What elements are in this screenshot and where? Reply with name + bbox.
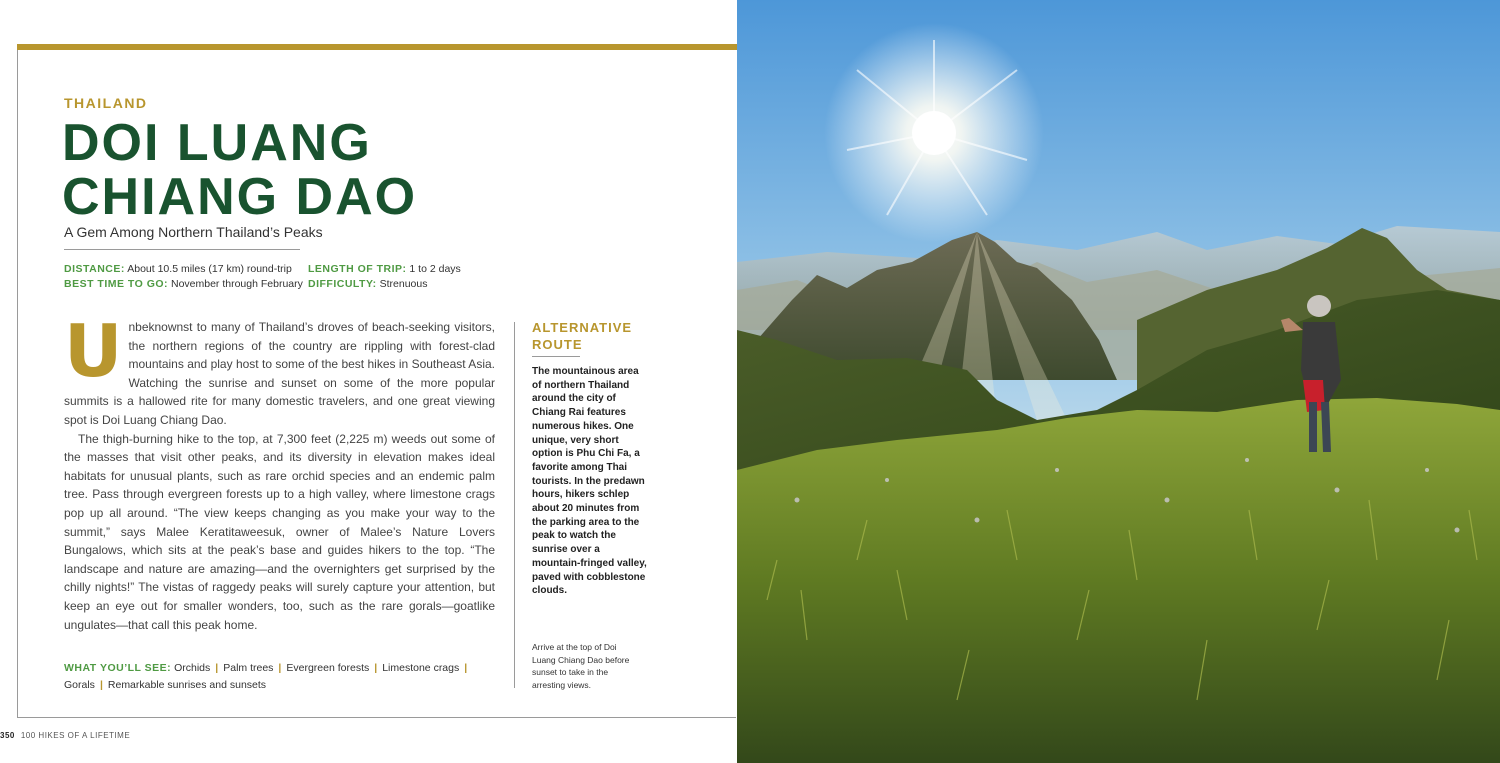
difficulty-label: DIFFICULTY: bbox=[308, 278, 377, 290]
drop-cap: U bbox=[64, 309, 123, 393]
subtitle: A Gem Among Northern Thailand’s Peaks bbox=[64, 224, 323, 240]
see-item: Limestone crags bbox=[382, 662, 460, 674]
subtitle-rule bbox=[64, 249, 300, 250]
top-gold-rule bbox=[17, 44, 737, 50]
best-time-fact bbox=[64, 277, 308, 292]
sidebar-text: The mountainous area of northern Thailand around the city of Chiang Rai features numerous hikes. One unique, very short option is Phu Chi Fa, a favorite among Thai tourists. In the predawn hours, hikers schlep about 20 minutes from the parking area to the peak to watch the sunrise over a mountain-fringed valley, paved with cobblestone clouds. bbox=[532, 366, 647, 597]
difficulty-fact bbox=[308, 277, 427, 292]
mountain-photo bbox=[737, 0, 1500, 763]
distance-label: DISTANCE: bbox=[64, 263, 125, 275]
length-label: LENGTH OF TRIP: bbox=[308, 263, 407, 275]
length-value: 1 to 2 days bbox=[409, 263, 461, 275]
see-item: Evergreen forests bbox=[286, 662, 370, 674]
what-youll-see-label: WHAT YOU’LL SEE: bbox=[64, 662, 172, 674]
best-time-value: November through February bbox=[170, 278, 303, 290]
article-body bbox=[64, 309, 495, 634]
facts-row-1 bbox=[64, 262, 461, 277]
sidebar-heading-rule bbox=[532, 356, 580, 357]
separator: | bbox=[215, 662, 219, 674]
sidebar-heading: ALTERNATIVE ROUTE bbox=[532, 320, 633, 352]
see-item: Gorals bbox=[64, 678, 95, 691]
page-number: 350 bbox=[0, 731, 15, 740]
page-title bbox=[62, 116, 417, 224]
mountain-photo-illustration bbox=[737, 0, 1500, 763]
region-label: THAILAND bbox=[64, 95, 148, 111]
title-line-1: DOI LUANG bbox=[62, 114, 372, 172]
separator: | bbox=[99, 678, 103, 691]
photo-caption: Arrive at the top of Doi Luang Chiang Dao before sunset to take in the arresting views. bbox=[532, 642, 630, 690]
separator: | bbox=[374, 662, 378, 674]
column-divider bbox=[514, 322, 515, 688]
see-item: Orchids bbox=[174, 662, 211, 674]
distance-value: About 10.5 miles (17 km) round-trip bbox=[127, 263, 292, 275]
text-page bbox=[0, 0, 737, 763]
separator: | bbox=[464, 662, 468, 674]
what-youll-see bbox=[64, 660, 484, 693]
separator: | bbox=[278, 662, 282, 674]
see-item: Remarkable sunrises and sunsets bbox=[107, 678, 267, 691]
paragraph-1 bbox=[64, 309, 495, 430]
title-line-2: CHIANG DAO bbox=[62, 168, 418, 226]
trip-facts bbox=[64, 262, 461, 292]
difficulty-value: Strenuous bbox=[379, 278, 428, 290]
length-fact bbox=[308, 262, 461, 277]
folio bbox=[0, 731, 130, 740]
distance-fact bbox=[64, 262, 308, 277]
facts-row-2 bbox=[64, 277, 461, 292]
book-title: 100 HIKES OF A LIFETIME bbox=[20, 731, 131, 740]
best-time-label: BEST TIME TO GO: bbox=[64, 278, 169, 290]
paragraph-2: The thigh-burning hike to the top, at 7,300 feet (2,225 m) weeds out some of the masses that visit other peaks, and its diversity in elevation makes ideal habitats for unusual plants, such as rare orchid species and an endemic palm tree. Pass through evergreen forests up to a high valley, where limestone crags pop up all around. “The view keeps changing as you make your way to the summit,” says Malee Keratitaweesuk, owner of Malee’s Nature Lovers Bungalows, which sits at the peak’s base and guides hikers to the top. “The landscape and nature are amazing—and the overnighters get surprised by the chilly nights!” The vistas of raggedy peaks will surely capture your attention, but keep an eye out for smaller wonders, too, such as the rare gorals—goatlike ungulates—that call this peak home. bbox=[64, 431, 495, 632]
see-item: Palm trees bbox=[223, 662, 274, 674]
paragraph-1-text: nbeknownst to many of Thailand’s droves of beach-seeking visitors, the northern regions of the country are rippling with forest-clad mountains and play host to some of the best hikes in Southeast Asia. Watching the sunrise and sunset on some of the more popular summits is a hallowed rite for many domestic travelers, and one great viewing spot is Doi Luang Chiang Dao. bbox=[64, 320, 495, 427]
